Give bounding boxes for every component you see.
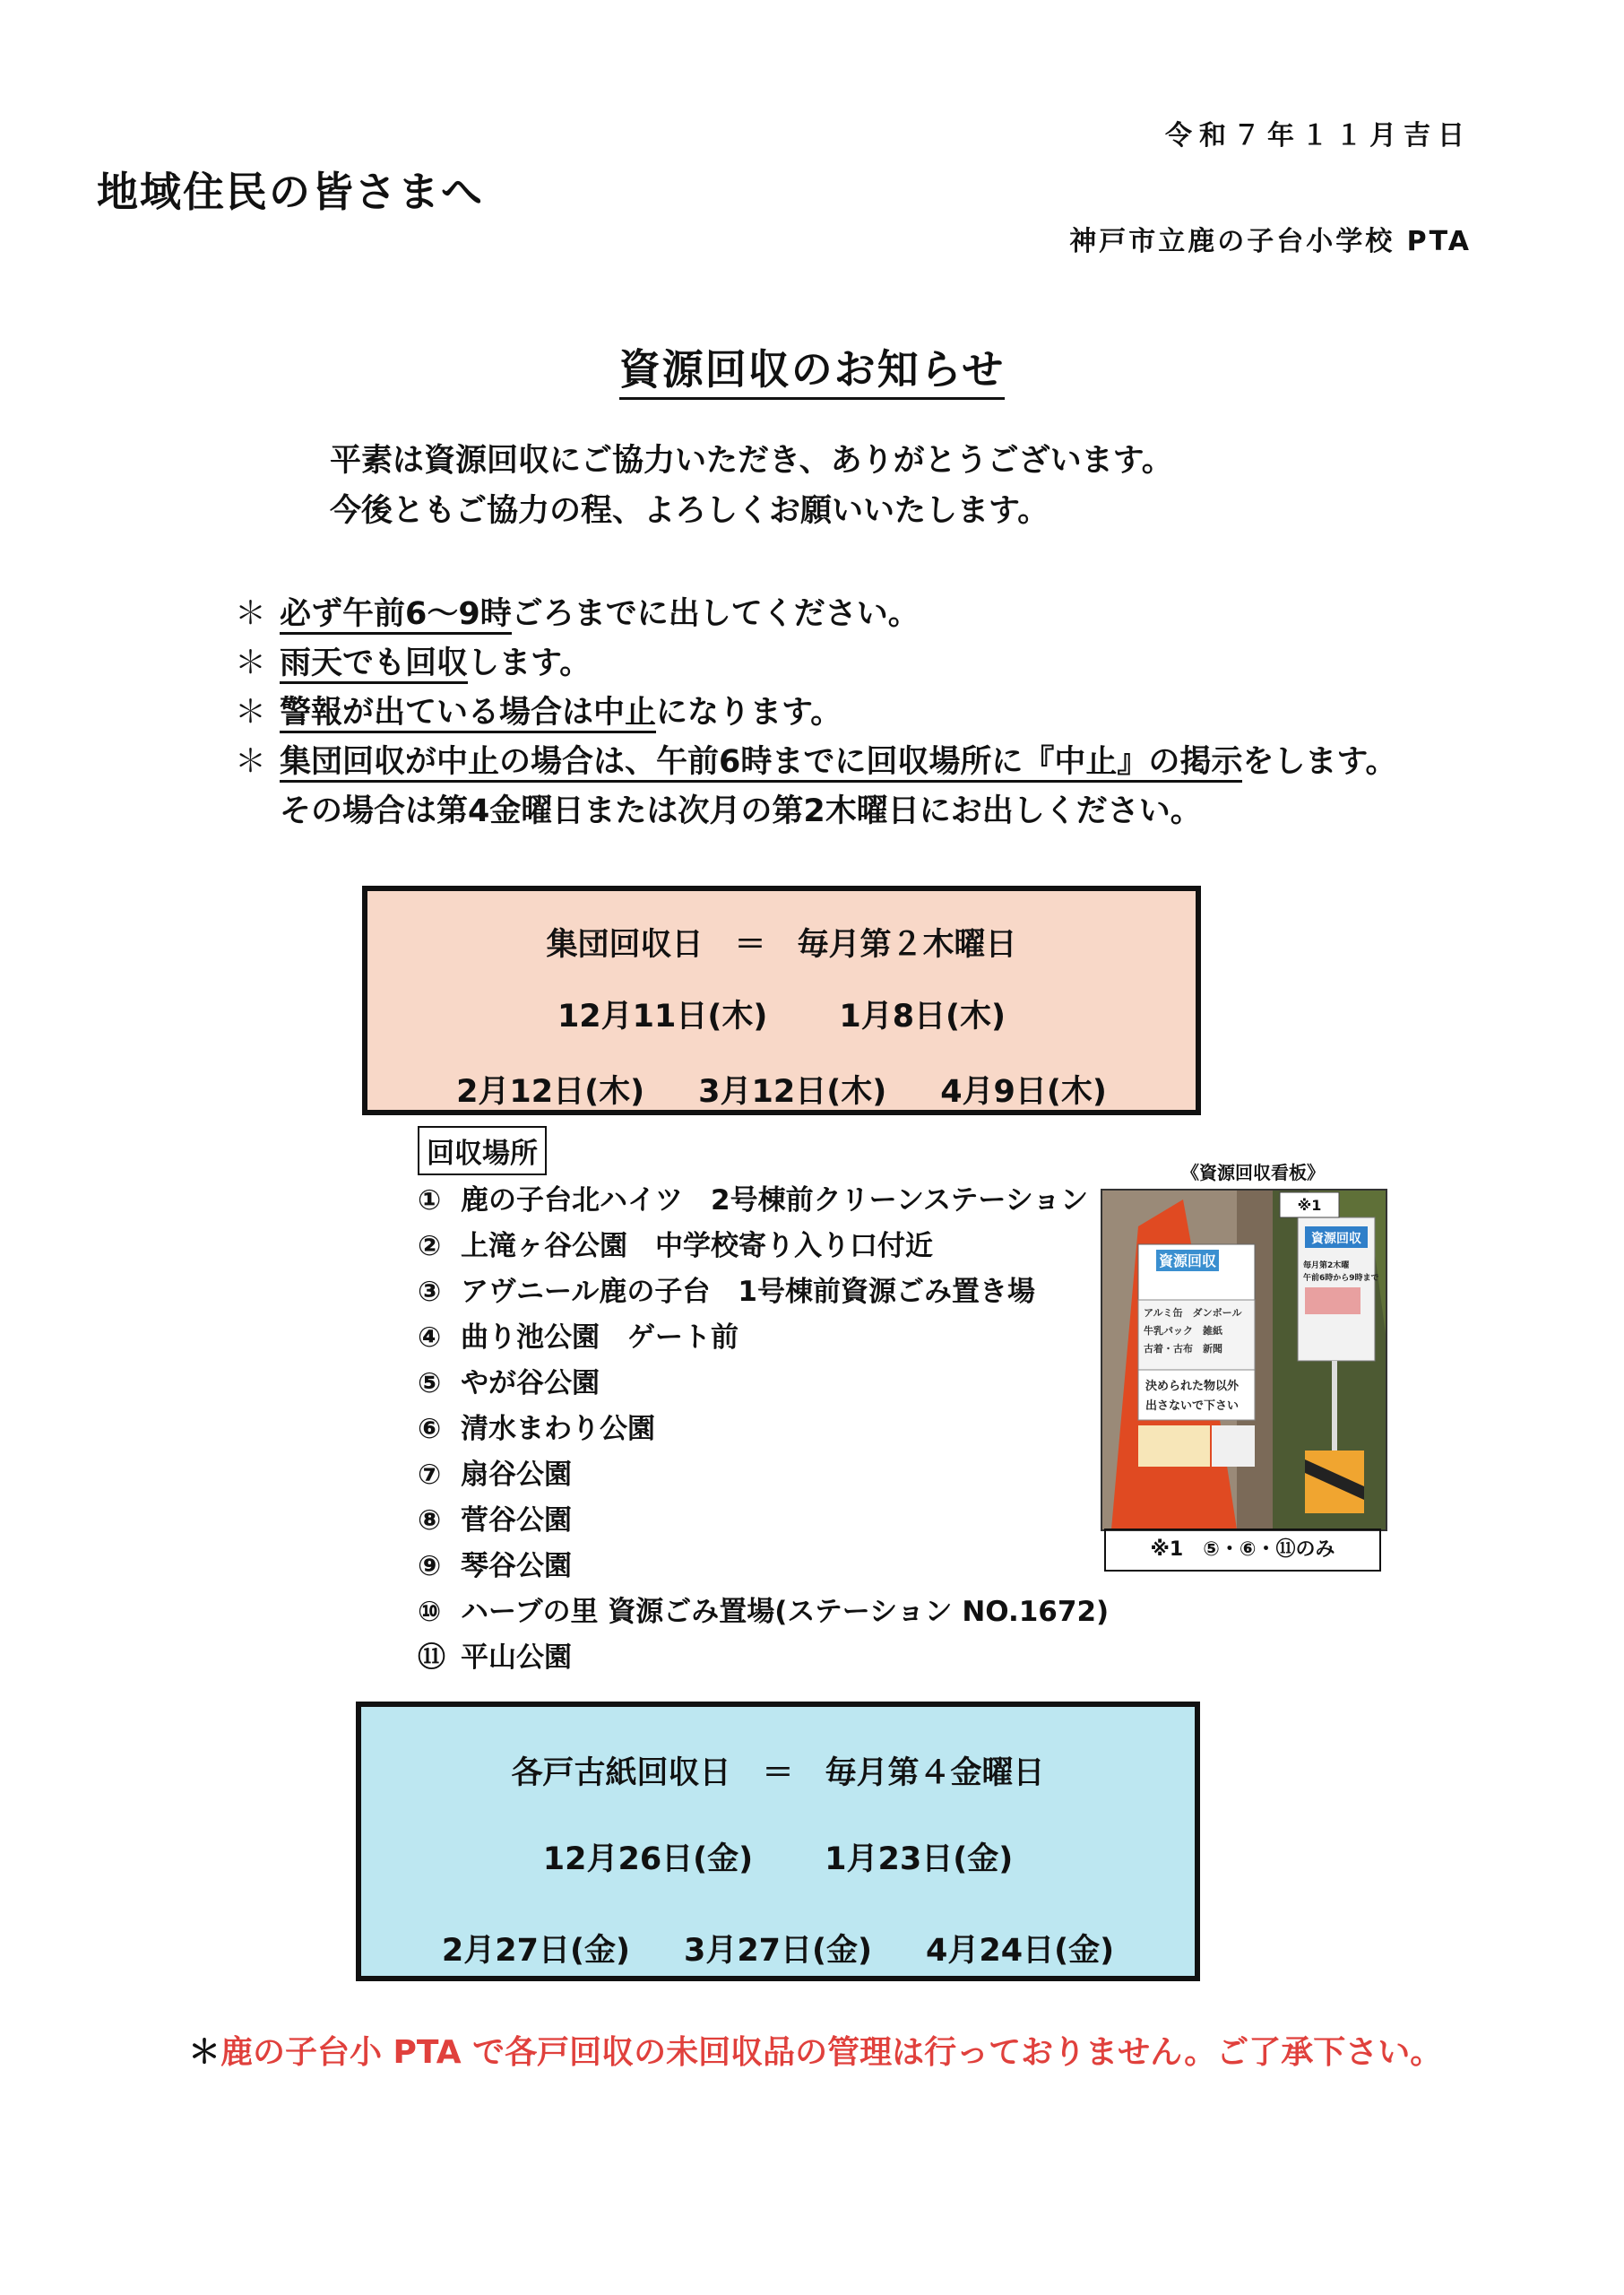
signboard-mark: ※1: [1297, 1197, 1322, 1214]
collection-date: 4月9日(木): [940, 1074, 1107, 1110]
signboard-photo-illustration: [1102, 1191, 1386, 1529]
location-number: ⑨: [418, 1550, 442, 1582]
signboard-note: ※1 ⑤・⑥・⑪のみ: [1104, 1529, 1381, 1572]
location-name: ハーブの里 資源ごみ置場(ステーション NO.1672): [461, 1596, 1110, 1628]
asterisk-icon: ＊: [235, 695, 267, 731]
collection-date: 1月23日(金): [825, 1841, 1014, 1877]
location-number: ⑦: [418, 1459, 442, 1491]
list-item: [418, 1452, 1109, 1498]
list-item: [418, 1635, 1109, 1681]
collection-date: 3月12日(木): [698, 1074, 887, 1110]
note-text: をします。: [1242, 744, 1397, 780]
note-emphasis: 警報が出ている場合は中止: [280, 695, 656, 733]
note-text: します。: [468, 645, 592, 681]
sign-right-text: 毎月第2木曜: [1303, 1261, 1350, 1270]
location-number: ⑤: [418, 1367, 442, 1399]
location-name: アヴニール鹿の子台 1号棟前資源ごみ置き場: [461, 1276, 1035, 1308]
note-emphasis: 雨天でも回収: [280, 645, 468, 684]
note-emphasis: 集団回収が中止の場合は、午前6時までに回収場所に『中止』の掲示: [280, 744, 1242, 783]
household-dates-row-1: [361, 1834, 1195, 1879]
location-number: ⑩: [418, 1596, 442, 1628]
note-continuation: その場合は第4金曜日または次月の第2木曜日にお出しください。: [280, 793, 1202, 829]
intro-line: 平素は資源回収にご協力いただき、ありがとうございます。: [330, 443, 1173, 479]
collection-date: 1月8日(木): [839, 999, 1006, 1035]
title-text: 資源回収のお知らせ: [619, 345, 1006, 400]
collection-date: 4月24日(金): [926, 1933, 1115, 1969]
group-dates-row-2: [367, 1067, 1196, 1112]
sign-left-title: 資源回収: [1158, 1252, 1217, 1269]
location-number: ⑧: [418, 1504, 442, 1537]
location-number: ②: [418, 1230, 442, 1262]
list-item: [418, 1589, 1109, 1635]
location-name: やが谷公園: [461, 1367, 600, 1399]
location-name: 上滝ヶ谷公園 中学校寄り入り口付近: [461, 1230, 933, 1262]
intro-paragraph: [330, 436, 1173, 536]
issue-date: 令和７年１１月吉日: [1165, 120, 1472, 152]
note-text: になります。: [656, 695, 842, 731]
signboard-caption: 《資源回収看板》: [1181, 1162, 1325, 1183]
note-item: [235, 688, 1397, 738]
list-item: [418, 1224, 1109, 1269]
collection-date: 12月11日(木): [557, 999, 768, 1035]
note-item: [235, 590, 1397, 639]
list-item: [418, 1269, 1109, 1315]
sender: 神戸市立鹿の子台小学校 PTA: [1069, 226, 1472, 257]
list-item: [418, 1407, 1109, 1452]
location-number: ④: [418, 1321, 442, 1354]
location-name: 扇谷公園: [461, 1459, 572, 1491]
sign-left-note: 決められた物以外: [1145, 1380, 1240, 1393]
addressee: 地域住民の皆さまへ: [97, 168, 484, 216]
footer-text: 鹿の子台小 PTA で各戸回収の未回収品の管理は行っておりません。ご了承下さい。: [220, 2034, 1443, 2071]
location-number: ⑥: [418, 1413, 442, 1445]
location-number: ③: [418, 1276, 442, 1308]
group-dates-row-1: [367, 992, 1196, 1036]
sign-left-items: 牛乳パック 雑紙: [1144, 1325, 1222, 1337]
intro-line: 今後ともご協力の程、よろしくお願いいたします。: [330, 493, 1050, 529]
asterisk-icon: ＊: [235, 645, 267, 681]
collection-date: 2月27日(金): [441, 1933, 630, 1969]
sign-left-items: 古着・古布 新聞: [1144, 1343, 1222, 1355]
list-item: [418, 1178, 1109, 1224]
location-name: 琴谷公園: [461, 1550, 572, 1582]
collection-date: 2月12日(木): [456, 1074, 645, 1110]
sign-left-items: アルミ缶 ダンボール: [1144, 1307, 1242, 1319]
location-name: 鹿の子台北ハイツ 2号棟前クリーンステーション: [461, 1184, 1089, 1217]
asterisk-icon: ＊: [188, 2034, 221, 2071]
footer-notice: [188, 2027, 1442, 2073]
location-name: 清水まわり公園: [461, 1413, 655, 1445]
list-item: [418, 1361, 1109, 1407]
location-number: ⑪: [418, 1641, 445, 1674]
location-number: ①: [418, 1184, 442, 1217]
sign-right-text: 午前6時から9時まで: [1303, 1274, 1379, 1283]
collection-date: 12月26日(金): [542, 1841, 754, 1877]
location-name: 曲り池公園 ゲート前: [461, 1321, 739, 1354]
locations-list: [418, 1178, 1109, 1681]
signboard-photo: [1101, 1189, 1387, 1531]
note-item: [235, 639, 1397, 688]
group-collection-box: [362, 886, 1201, 1115]
list-item: [418, 1315, 1109, 1361]
sign-left-note: 出さないで下さい: [1145, 1399, 1240, 1413]
household-dates-row-2: [361, 1926, 1195, 1970]
notes-list: [235, 590, 1397, 836]
household-collection-box: [356, 1702, 1200, 1981]
page-title: [0, 337, 1624, 396]
household-collection-heading: 各戸古紙回収日 ＝ 毎月第４金曜日: [511, 1755, 1045, 1791]
collection-date: 3月27日(金): [683, 1933, 873, 1969]
note-emphasis: 必ず午前6～9時: [280, 596, 512, 635]
sign-right-title: 資源回収: [1311, 1232, 1361, 1246]
group-collection-heading: 集団回収日 ＝ 毎月第２木曜日: [546, 927, 1017, 963]
locations-heading: 回収場所: [418, 1126, 547, 1175]
asterisk-icon: ＊: [235, 744, 267, 780]
location-name: 菅谷公園: [461, 1504, 572, 1537]
asterisk-icon: ＊: [235, 596, 267, 632]
list-item: [418, 1544, 1109, 1589]
note-item: [235, 738, 1397, 787]
location-name: 平山公園: [461, 1641, 572, 1674]
list-item: [418, 1498, 1109, 1544]
note-text: ごろまでに出してください。: [511, 596, 920, 632]
